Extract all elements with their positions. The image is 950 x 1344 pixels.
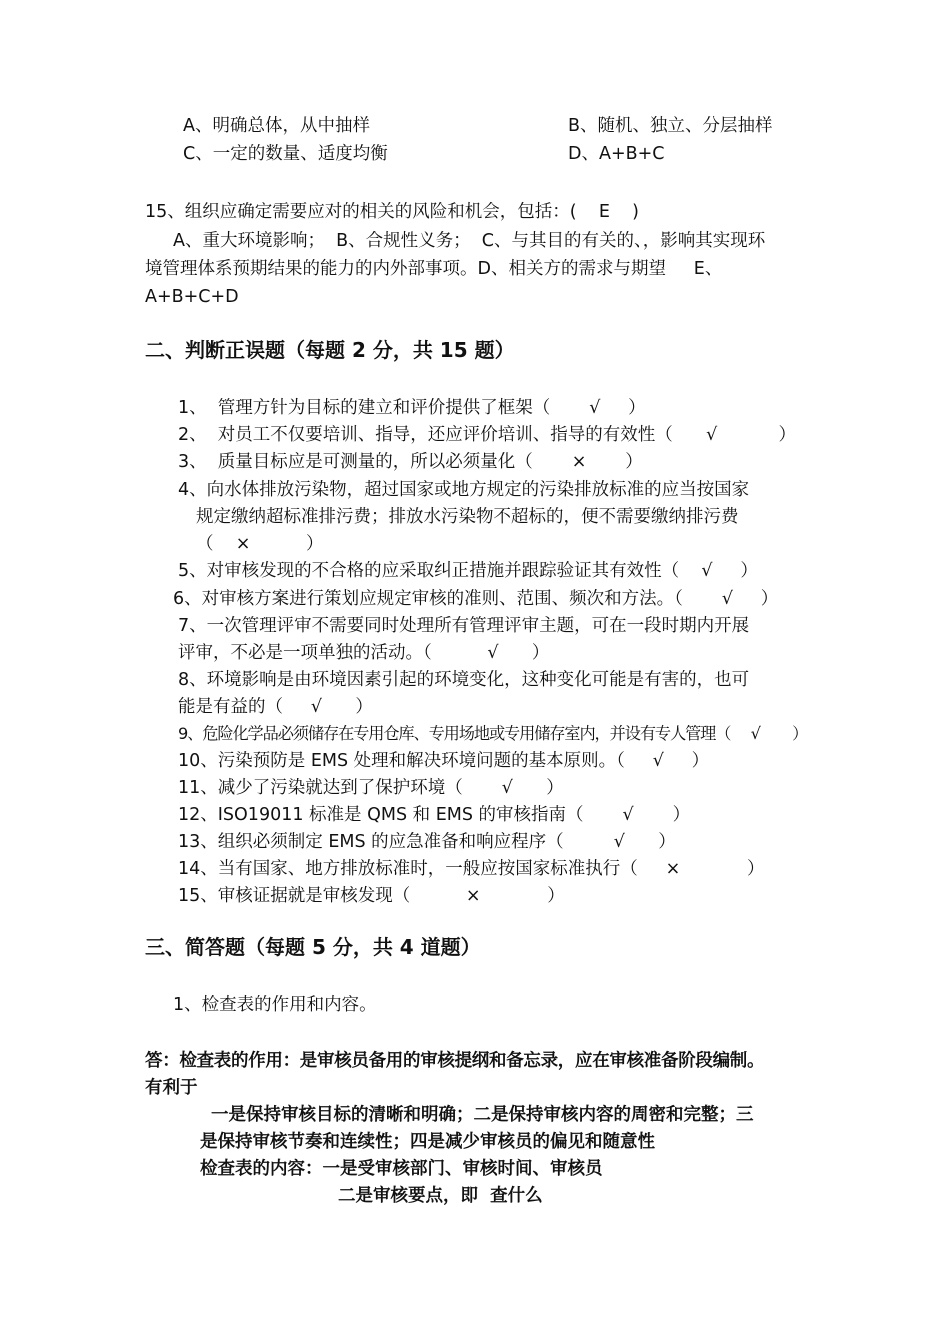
judgment-item: 能是有益的（ √ ） [178, 697, 373, 717]
answer-line: 答：检查表的作用：是审核员备用的审核提纲和备忘录，应在审核准备阶段编制。 [145, 1051, 765, 1071]
judgment-item: 1、 管理方针为目标的建立和评价提供了框架（ √ ） [178, 398, 646, 418]
judgment-item: 10、污染预防是 EMS 处理和解决环境问题的基本原则。（ √ ） [178, 751, 710, 771]
judgment-item: 6、对审核方案进行策划应规定审核的准则、范围、频次和方法。（ √ ） [173, 589, 779, 609]
judgment-item: 5、对审核发现的不合格的应采取纠正措施并跟踪验证其有效性（ √ ） [178, 561, 758, 581]
judgment-item: 14、当有国家、地方排放标准时，一般应按国家标准执行（ × ） [178, 859, 765, 879]
question-15-line: A、重大环境影响； B、合规性义务； C、与其目的有关的、，影响其实现环 [173, 231, 766, 251]
answer-line: 二是审核要点，即 查什么 [338, 1186, 543, 1206]
judgment-item: 9、危险化学品必须储存在专用仓库、专用场地或专用储存室内，并设有专人管理（ √ ） [178, 724, 808, 743]
judgment-item: （ × ） [196, 534, 324, 554]
answer-line: 有利于 [145, 1078, 198, 1098]
short-answer-question: 1、检查表的作用和内容。 [173, 995, 377, 1015]
judgment-item: 15、审核证据就是审核发现（ × ） [178, 886, 565, 906]
question-15-line: 境管理体系预期结果的能力的内外部事项。D、相关方的需求与期望 E、 [145, 259, 723, 279]
judgment-item: 8、环境影响是由环境因素引起的环境变化，这种变化可能是有害的，也可 [178, 670, 750, 690]
section-3-heading: 三、简答题（每题 5 分，共 4 道题） [145, 935, 481, 959]
question-15-stem: 15、组织应确定需要应对的相关的风险和机会，包括：( E ) [145, 202, 639, 222]
answer-line: 是保持审核节奏和连续性；四是减少审核员的偏见和随意性 [200, 1132, 655, 1152]
answer-line: 检查表的内容：一是受审核部门、审核时间、审核员 [200, 1159, 603, 1179]
judgment-item: 评审，不必是一项单独的活动。（ √ ） [178, 643, 550, 663]
section-2-heading: 二、判断正误题（每题 2 分，共 15 题） [145, 338, 515, 362]
judgment-item: 4、向水体排放污染物，超过国家或地方规定的污染排放标准的应当按国家 [178, 480, 750, 500]
answer-line: 一是保持审核目标的清晰和明确；二是保持审核内容的周密和完整；三 [211, 1105, 754, 1125]
judgment-item: 2、 对员工不仅要培训、指导，还应评价培训、指导的有效性（ √ ） [178, 425, 796, 445]
question-15-line: A+B+C+D [145, 287, 239, 307]
judgment-item: 11、减少了污染就达到了保护环境（ √ ） [178, 778, 564, 798]
judgment-item: 12、ISO19011 标准是 QMS 和 EMS 的审核指南（ √ ） [178, 805, 691, 825]
judgment-item: 13、组织必须制定 EMS 的应急准备和响应程序（ √ ） [178, 832, 676, 852]
judgment-item: 规定缴纳超标准排污费；排放水污染物不超标的，便不需要缴纳排污费 [196, 507, 739, 527]
judgment-item: 3、 质量目标应是可测量的，所以必须量化（ × ） [178, 452, 643, 472]
option-b: B、随机、独立、分层抽样 [568, 116, 773, 136]
option-d: D、A+B+C [568, 144, 665, 164]
option-c: C、一定的数量、适度均衡 [183, 144, 388, 164]
judgment-item: 7、一次管理评审不需要同时处理所有管理评审主题，可在一段时期内开展 [178, 616, 750, 636]
option-a: A、明确总体，从中抽样 [183, 116, 370, 136]
